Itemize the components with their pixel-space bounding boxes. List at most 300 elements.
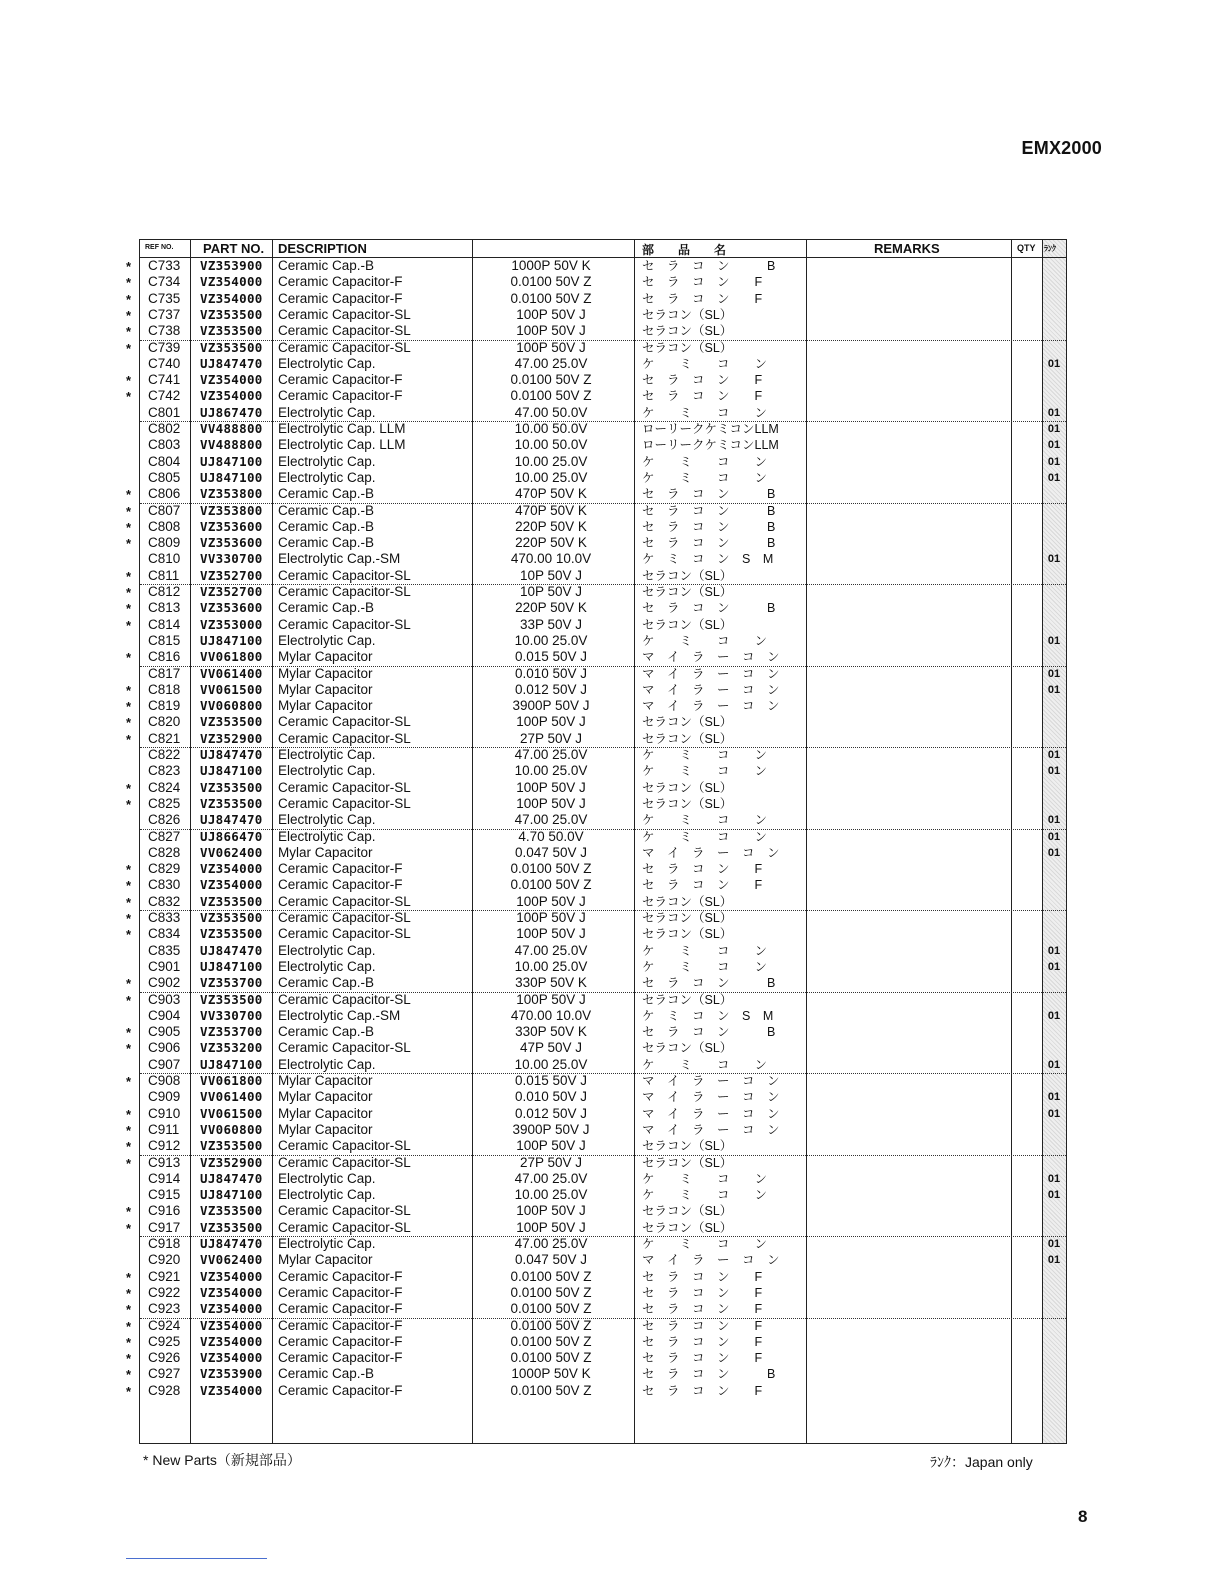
value-cell: 470.00 10.0V (510, 551, 592, 567)
description-cell: Ceramic Capacitor-SL (278, 567, 411, 583)
value-cell: 100P 50V J (516, 926, 586, 942)
table-row (140, 1122, 1066, 1138)
value-cell: 100P 50V J (516, 339, 586, 355)
table-row (140, 617, 1066, 633)
ref-cell: C922 (148, 1284, 181, 1300)
description-cell: Ceramic Capacitor-F (278, 1284, 403, 1300)
rank-cell: 01 (1047, 749, 1061, 761)
part-no-cell: VV488800 (200, 437, 263, 453)
table-row (140, 861, 1066, 877)
rank-cell: 01 (1047, 814, 1061, 827)
footer-rule (126, 1558, 267, 1559)
part-no-cell: VZ353700 (200, 975, 263, 991)
part-no-cell: VZ353500 (200, 339, 263, 355)
table-row (140, 405, 1066, 421)
part-no-cell: VV061500 (200, 1105, 263, 1121)
value-cell: 470P 50V K (515, 486, 587, 502)
header-jp-name: 部 品 名 (642, 243, 727, 257)
new-part-marker: * (126, 1139, 132, 1155)
value-cell: 100P 50V J (516, 991, 586, 1007)
table-row (140, 437, 1066, 453)
value-cell: 10.00 25.0V (514, 632, 588, 648)
new-part-marker: * (126, 1351, 132, 1367)
part-no-cell: UJ847470 (200, 747, 263, 762)
jp-name-cell: ケ ミ コ ン (642, 959, 768, 974)
table-row (140, 421, 1066, 437)
value-cell: 10.00 25.0V (514, 1056, 588, 1072)
jp-name-cell: セラコン（SL） (642, 1204, 733, 1219)
ref-cell: C917 (148, 1219, 181, 1235)
part-no-cell: VZ353500 (200, 910, 263, 925)
part-no-cell: VV330700 (200, 1007, 263, 1023)
ref-cell: C806 (148, 486, 181, 502)
ref-cell: C733 (148, 258, 181, 273)
ref-cell: C824 (148, 779, 181, 795)
jp-name-cell: セラコン（SL） (642, 1139, 733, 1154)
new-part-marker: * (126, 340, 132, 356)
description-cell: Ceramic Cap.-B (278, 518, 375, 534)
table-row (140, 258, 1066, 274)
value-cell: 0.0100 50V Z (510, 1284, 592, 1300)
jp-name-cell: セ ラ コ ン F (642, 1334, 763, 1349)
jp-name-cell: ローリークケミコンLLM (642, 422, 779, 436)
jp-name-cell: マ イ ラ ー コ ン (642, 1074, 780, 1088)
table-row (140, 796, 1066, 812)
new-parts-note: * New Parts（新規部品） (143, 1452, 301, 1468)
jp-name-cell: マ イ ラ ー コ ン (642, 1122, 780, 1137)
new-part-marker: * (126, 780, 132, 796)
part-no-cell: VZ354000 (200, 274, 263, 290)
value-cell: 10.00 25.0V (514, 763, 588, 779)
description-cell: Ceramic Capacitor-SL (278, 616, 411, 632)
table-row (140, 992, 1066, 1008)
description-cell: Ceramic Capacitor-F (278, 1333, 403, 1349)
jp-name-cell: セ ラ コ ン F (642, 1351, 763, 1366)
description-cell: Ceramic Capacitor-F (278, 1317, 403, 1333)
value-cell: 47.00 25.0V (514, 1236, 588, 1251)
jp-name-cell: セラコン（SL） (642, 927, 733, 942)
jp-name-cell: セラコン（SL） (642, 796, 733, 811)
value-cell: 0.0100 50V Z (510, 388, 592, 404)
table-row (140, 633, 1066, 649)
value-cell: 470P 50V K (515, 502, 587, 518)
description-cell: Mylar Capacitor (278, 1105, 373, 1121)
jp-name-cell: セ ラ コ ン B (642, 503, 776, 518)
ref-cell: C908 (148, 1073, 181, 1088)
part-no-cell: VV330700 (200, 551, 263, 567)
part-no-cell: UJ847100 (200, 763, 263, 779)
ref-cell: C809 (148, 535, 181, 551)
value-cell: 470.00 10.0V (510, 1007, 592, 1023)
description-cell: Ceramic Capacitor-SL (278, 1203, 411, 1219)
description-cell: Ceramic Capacitor-SL (278, 991, 411, 1007)
table-row (140, 600, 1066, 616)
value-cell: 47.00 25.0V (514, 1170, 588, 1186)
part-no-cell: UJ847470 (200, 355, 263, 371)
description-cell: Ceramic Capacitor-SL (278, 1154, 411, 1170)
description-cell: Mylar Capacitor (278, 1089, 373, 1105)
ref-cell: C923 (148, 1301, 181, 1317)
ref-cell: C902 (148, 975, 181, 991)
table-row (140, 323, 1066, 339)
new-part-marker: * (126, 927, 132, 943)
description-cell: Electrolytic Cap.-SM (278, 1007, 401, 1023)
new-part-marker: * (126, 796, 132, 812)
description-cell: Electrolytic Cap. (278, 942, 376, 958)
ref-cell: C741 (148, 372, 181, 388)
jp-name-cell: ケ ミ コ ン (642, 813, 768, 828)
rank-cell: 01 (1047, 944, 1061, 957)
description-cell: Ceramic Capacitor-SL (278, 714, 411, 730)
ref-cell: C918 (148, 1236, 181, 1251)
new-part-marker: * (126, 1334, 132, 1350)
part-no-cell: VZ354000 (200, 1317, 263, 1333)
part-no-cell: UJ867470 (200, 404, 263, 420)
value-cell: 10.00 25.0V (514, 469, 588, 485)
description-cell: Mylar Capacitor (278, 1073, 373, 1088)
value-cell: 27P 50V J (519, 1154, 583, 1170)
description-cell: Electrolytic Cap. (278, 747, 376, 762)
rank-cell: 01 (1047, 1107, 1061, 1120)
value-cell: 0.0100 50V Z (510, 1268, 592, 1284)
jp-name-cell: マ イ ラ ー コ ン (642, 1253, 780, 1268)
new-part-marker: * (126, 862, 132, 878)
value-cell: 0.015 50V J (514, 1073, 588, 1088)
jp-name-cell: セ ラ コ ン B (642, 536, 776, 551)
value-cell: 0.0100 50V Z (510, 372, 592, 388)
jp-name-cell: セ ラ コ ン F (642, 1269, 763, 1284)
part-no-cell: UJ847470 (200, 1170, 263, 1186)
part-no-cell: UJ847100 (200, 469, 263, 485)
description-cell: Ceramic Capacitor-SL (278, 893, 411, 909)
new-part-marker: * (126, 487, 132, 503)
ref-cell: C801 (148, 404, 181, 420)
jp-name-cell: セラコン（SL） (642, 780, 733, 795)
jp-name-cell: セ ラ コ ン B (642, 519, 776, 534)
description-cell: Ceramic Capacitor-F (278, 1268, 403, 1284)
ref-cell: C808 (148, 518, 181, 534)
part-no-cell: VZ354000 (200, 1382, 263, 1398)
part-no-cell: VZ354000 (200, 1284, 263, 1300)
rank-cell: 01 (1047, 471, 1061, 484)
ref-cell: C913 (148, 1154, 181, 1170)
new-part-marker: * (126, 976, 132, 992)
rank-cell: 01 (1047, 455, 1061, 468)
ref-cell: C738 (148, 323, 181, 339)
ref-cell: C911 (148, 1121, 180, 1137)
part-no-cell: UJ847470 (200, 1236, 263, 1251)
jp-name-cell: マ イ ラ ー コ ン (642, 682, 780, 697)
description-cell: Ceramic Capacitor-F (278, 1382, 403, 1398)
value-cell: 10.00 50.0V (514, 421, 588, 436)
table-row (140, 470, 1066, 486)
jp-name-cell: セ ラ コ ン B (642, 601, 776, 616)
rank-cell: 01 (1047, 1172, 1061, 1185)
ref-cell: C835 (148, 942, 181, 958)
header-qty: QTY (1017, 243, 1036, 253)
description-cell: Mylar Capacitor (278, 844, 373, 860)
description-cell: Ceramic Capacitor-F (278, 388, 403, 404)
value-cell: 3900P 50V J (512, 698, 590, 714)
ref-cell: C905 (148, 1024, 181, 1040)
description-cell: Electrolytic Cap. LLM (278, 437, 406, 453)
new-part-marker: * (126, 731, 132, 747)
description-cell: Ceramic Capacitor-SL (278, 730, 411, 746)
table-row (140, 307, 1066, 323)
description-cell: Ceramic Capacitor-F (278, 290, 403, 306)
new-part-marker: * (126, 259, 132, 274)
table-row (140, 1138, 1066, 1154)
jp-name-cell: セラコン（SL） (642, 324, 733, 339)
part-no-cell: VZ353900 (200, 258, 263, 273)
ref-cell: C820 (148, 714, 181, 730)
value-cell: 330P 50V K (515, 975, 587, 991)
value-cell: 10.00 50.0V (514, 437, 588, 453)
description-cell: Ceramic Capacitor-SL (278, 339, 411, 355)
table-row (140, 1285, 1066, 1301)
value-cell: 220P 50V K (515, 535, 587, 551)
new-part-marker: * (126, 894, 132, 910)
part-no-cell: VZ352900 (200, 1154, 263, 1170)
part-no-cell: VZ354000 (200, 1333, 263, 1349)
jp-name-cell: セラコン（SL） (642, 340, 733, 355)
new-part-marker: * (126, 1122, 132, 1138)
value-cell: 0.0100 50V Z (510, 290, 592, 306)
description-cell: Electrolytic Cap. (278, 763, 376, 779)
rank-cell: 01 (1047, 439, 1061, 452)
ref-cell: C807 (148, 502, 181, 518)
jp-name-cell: セ ラ コ ン F (642, 373, 763, 388)
table-row (140, 943, 1066, 959)
ref-cell: C926 (148, 1350, 181, 1366)
part-no-cell: VZ354000 (200, 861, 263, 877)
rank-cell: 01 (1047, 765, 1061, 778)
new-part-marker: * (126, 1041, 132, 1057)
jp-name-cell: ケ ミ コ ン (642, 405, 768, 420)
description-cell: Electrolytic Cap. (278, 812, 376, 828)
description-cell: Electrolytic Cap. LLM (278, 421, 406, 436)
value-cell: 0.047 50V J (514, 1252, 588, 1268)
value-cell: 0.0100 50V Z (510, 1382, 592, 1398)
table-row (140, 1155, 1066, 1171)
table-row (140, 372, 1066, 388)
value-cell: 100P 50V J (516, 1219, 586, 1235)
value-cell: 100P 50V J (516, 779, 586, 795)
table-header (140, 240, 1066, 258)
part-no-cell: VZ353600 (200, 518, 263, 534)
header-description: DESCRIPTION (278, 241, 367, 256)
part-no-cell: VZ353600 (200, 535, 263, 551)
description-cell: Ceramic Cap.-B (278, 535, 375, 551)
description-cell: Ceramic Capacitor-SL (278, 926, 411, 942)
value-cell: 1000P 50V K (511, 1366, 591, 1382)
value-cell: 10P 50V J (519, 584, 583, 599)
rank-note: ﾗﾝｸ：Japan only (930, 1454, 1033, 1470)
new-part-marker: * (126, 992, 132, 1008)
part-no-cell: VV060800 (200, 1121, 263, 1137)
part-no-cell: VV062400 (200, 844, 263, 860)
rank-cell: 01 (1047, 423, 1061, 435)
value-cell: 0.012 50V J (514, 1105, 588, 1121)
jp-name-cell: セ ラ コ ン F (642, 389, 763, 404)
new-part-marker: * (126, 291, 132, 307)
value-cell: 0.015 50V J (514, 649, 588, 665)
jp-name-cell: セラコン（SL） (642, 731, 733, 746)
ref-cell: C915 (148, 1187, 181, 1203)
part-no-cell: VZ354000 (200, 290, 263, 306)
rank-cell: 01 (1047, 830, 1061, 843)
jp-name-cell: マ イ ラ ー コ ン (642, 699, 780, 714)
value-cell: 33P 50V J (519, 616, 583, 632)
rank-cell: 01 (1047, 1009, 1061, 1022)
value-cell: 0.010 50V J (514, 1089, 588, 1105)
ref-cell: C921 (148, 1268, 181, 1284)
description-cell: Mylar Capacitor (278, 698, 373, 714)
ref-cell: C822 (148, 747, 181, 762)
part-no-cell: VZ353500 (200, 1219, 263, 1235)
table-row (140, 910, 1066, 926)
ref-cell: C832 (148, 893, 181, 909)
new-part-marker: * (126, 1269, 132, 1285)
part-no-cell: VZ353500 (200, 1138, 263, 1154)
table-row (140, 1008, 1066, 1024)
value-cell: 10.00 25.0V (514, 453, 588, 469)
jp-name-cell: ケ ミ コ ン (642, 1188, 768, 1203)
value-cell: 47.00 25.0V (514, 942, 588, 958)
table-row (140, 568, 1066, 584)
page-number: 8 (1078, 1507, 1088, 1526)
jp-name-cell: セラコン（SL） (642, 568, 733, 583)
jp-name-cell: マ イ ラ ー コ ン (642, 1090, 780, 1105)
value-cell: 47P 50V J (519, 1040, 583, 1056)
table-row (140, 1057, 1066, 1073)
ref-cell: C830 (148, 877, 181, 893)
description-cell: Electrolytic Cap. (278, 469, 376, 485)
ref-cell: C737 (148, 306, 181, 322)
ref-cell: C815 (148, 632, 181, 648)
jp-name-cell: ケ ミ コ ン (642, 943, 768, 958)
jp-name-cell: ケ ミ コ ン (642, 470, 768, 485)
value-cell: 3900P 50V J (512, 1121, 590, 1137)
ref-cell: C803 (148, 437, 181, 453)
table-row (140, 454, 1066, 470)
ref-cell: C920 (148, 1252, 181, 1268)
description-cell: Ceramic Cap.-B (278, 258, 375, 273)
table-row (140, 1236, 1066, 1252)
description-cell: Ceramic Capacitor-SL (278, 795, 411, 811)
new-part-marker: * (126, 1204, 132, 1220)
part-no-cell: VZ353500 (200, 991, 263, 1007)
description-cell: Ceramic Cap.-B (278, 486, 375, 502)
new-part-marker: * (126, 389, 132, 405)
new-part-marker: * (126, 519, 132, 535)
description-cell: Ceramic Capacitor-F (278, 372, 403, 388)
header-ref-no: REF NO. (145, 244, 174, 251)
jp-name-cell: ケ ミ コ ン (642, 1237, 768, 1251)
part-no-cell: UJ847470 (200, 812, 263, 828)
part-no-cell: UJ847100 (200, 1187, 263, 1203)
table-row (140, 714, 1066, 730)
table-row (140, 1269, 1066, 1285)
jp-name-cell: マ イ ラ ー コ ン (642, 666, 780, 681)
value-cell: 100P 50V J (516, 910, 586, 925)
table-row (140, 780, 1066, 796)
value-cell: 0.0100 50V Z (510, 1350, 592, 1366)
new-part-marker: * (126, 715, 132, 731)
value-cell: 1000P 50V K (511, 258, 591, 273)
rank-cell: 01 (1047, 1189, 1061, 1202)
ref-cell: C823 (148, 763, 181, 779)
ref-cell: C740 (148, 355, 181, 371)
part-no-cell: VV488800 (200, 421, 263, 436)
part-no-cell: VZ353500 (200, 779, 263, 795)
ref-cell: C916 (148, 1203, 181, 1219)
ref-cell: C825 (148, 795, 181, 811)
value-cell: 0.0100 50V Z (510, 274, 592, 290)
jp-name-cell: セ ラ コ ン B (642, 259, 776, 273)
value-cell: 10P 50V J (519, 567, 583, 583)
description-cell: Electrolytic Cap.-SM (278, 551, 401, 567)
table-row (140, 1024, 1066, 1040)
ref-cell: C817 (148, 665, 181, 681)
description-cell: Ceramic Capacitor-SL (278, 323, 411, 339)
description-cell: Ceramic Capacitor-F (278, 877, 403, 893)
part-no-cell: VZ353800 (200, 502, 263, 518)
description-cell: Electrolytic Cap. (278, 958, 376, 974)
new-part-marker: * (126, 1025, 132, 1041)
ref-cell: C828 (148, 844, 181, 860)
description-cell: Ceramic Capacitor-F (278, 1350, 403, 1366)
table-row (140, 877, 1066, 893)
table-row (140, 1366, 1066, 1382)
new-part-marker: * (126, 911, 132, 926)
ref-cell: C909 (148, 1089, 181, 1105)
jp-name-cell: セ ラ コ ン F (642, 275, 763, 290)
part-no-cell: VZ353000 (200, 616, 263, 632)
value-cell: 100P 50V J (516, 893, 586, 909)
ref-cell: C814 (148, 616, 181, 632)
new-part-marker: * (126, 617, 132, 633)
description-cell: Ceramic Cap.-B (278, 502, 375, 518)
jp-name-cell: ケ ミ コ ン S M (642, 552, 774, 567)
description-cell: Mylar Capacitor (278, 1252, 373, 1268)
new-part-marker: * (126, 650, 132, 666)
jp-name-cell: セ ラ コ ン B (642, 1367, 776, 1382)
jp-name-cell: ケ ミ コ ン (642, 356, 768, 371)
rank-cell: 01 (1047, 406, 1061, 419)
value-cell: 47.00 25.0V (514, 355, 588, 371)
new-part-marker: * (126, 1155, 132, 1171)
part-no-cell: VV061400 (200, 1089, 263, 1105)
value-cell: 10.00 25.0V (514, 1187, 588, 1203)
new-part-marker: * (126, 878, 132, 894)
part-no-cell: VZ352700 (200, 584, 263, 599)
new-part-marker: * (126, 1220, 132, 1236)
table-row (140, 519, 1066, 535)
table-row (140, 535, 1066, 551)
new-part-marker: * (126, 1302, 132, 1318)
table-row (140, 747, 1066, 763)
table-row (140, 503, 1066, 519)
header-part-no: PART NO. (203, 241, 265, 256)
part-no-cell: VZ354000 (200, 388, 263, 404)
value-cell: 330P 50V K (515, 1024, 587, 1040)
table-row (140, 812, 1066, 828)
ref-cell: C804 (148, 453, 181, 469)
value-cell: 220P 50V K (515, 518, 587, 534)
table-row (140, 666, 1066, 682)
description-cell: Mylar Capacitor (278, 649, 373, 665)
